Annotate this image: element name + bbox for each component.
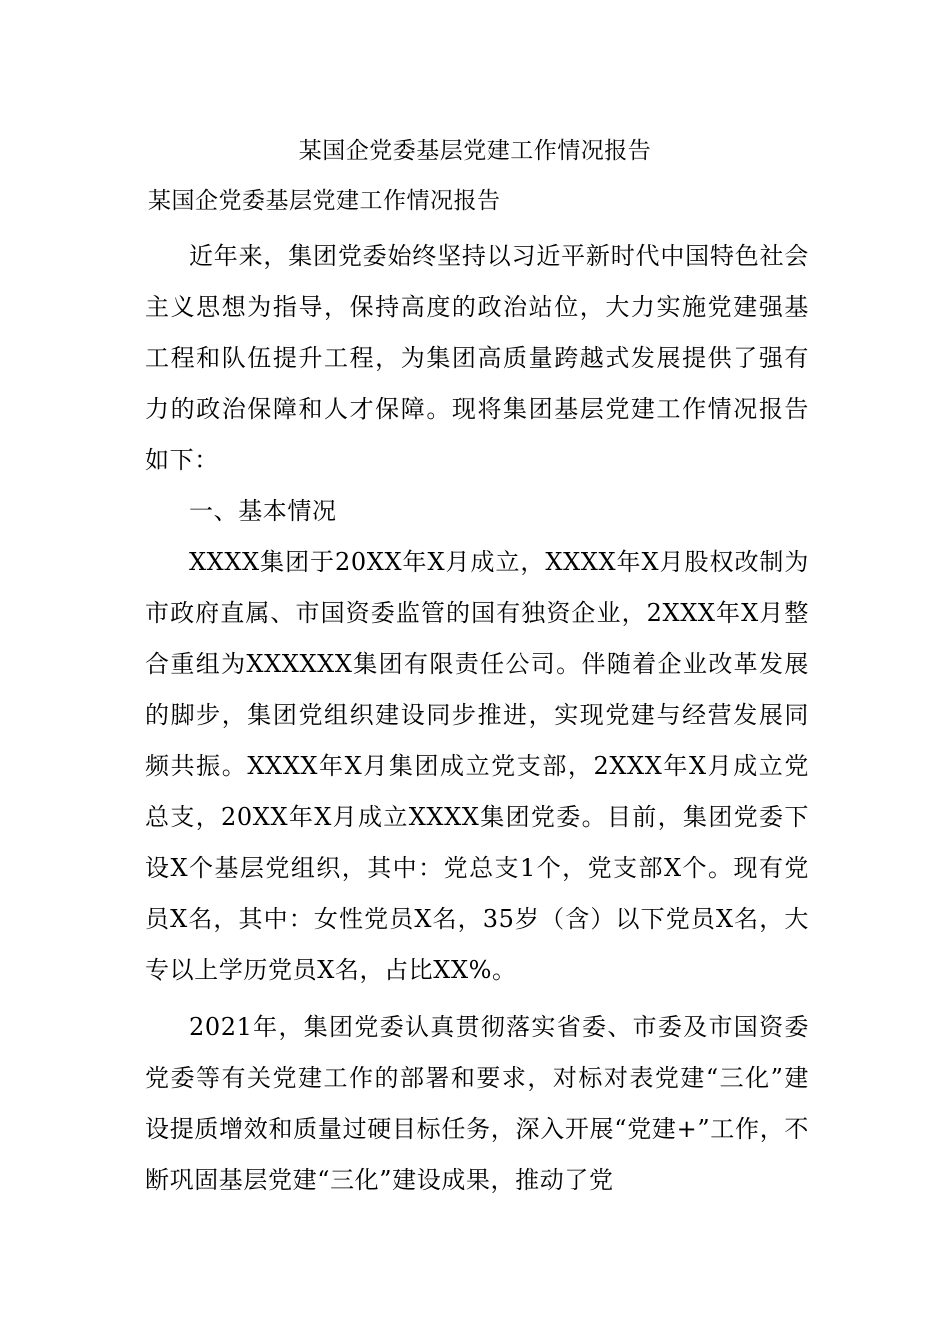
paragraph-intro: 近年来，集团党委始终坚持以习近平新时代中国特色社会主义思想为指导，保持高度的政治站位，大力实施党建强基工程和队伍提升工程，为集团高质量跨越式发展提供了强有力的政治保障和人才保障。现将集团基层党建工作情况报告如下： xyxy=(145,242,809,474)
document-title: 某国企党委基层党建工作情况报告 xyxy=(298,138,652,164)
document-body xyxy=(145,231,809,1206)
section-heading-basic-situation: 一、基本情况 xyxy=(189,497,337,525)
paragraph-2021-work: 2021年，集团党委认真贯彻落实省委、市委及市国资委党委等有关党建工作的部署和要求，对标对表党建“三化”建设提质增效和质量过硬目标任务，深入开展“党建+”工作，不断巩固基层党建“三化”建设成果，推动了党 xyxy=(145,1013,809,1194)
document-subtitle: 某国企党委基层党建工作情况报告 xyxy=(148,188,501,214)
paragraph-basic-situation: XXXX集团于20XX年X月成立，XXXX年X月股权改制为市政府直属、市国资委监管的国有独资企业，2XXX年X月整合重组为XXXXXX集团有限责任公司。伴随着企业改革发展的脚步，集团党组织建设同步推进，实现党建与经营发展同频共振。XXXX年X月集团成立党支部，2XXX年X月成立党总支，20XX年X月成立XXXX集团党委。目前，集团党委下设X个基层党组织，其中：党总支1个，党支部X个。现有党员X名，其中：女性党员X名，35岁（含）以下党员X名，大专以上学历党员X名，占比XX%。 xyxy=(145,548,809,984)
